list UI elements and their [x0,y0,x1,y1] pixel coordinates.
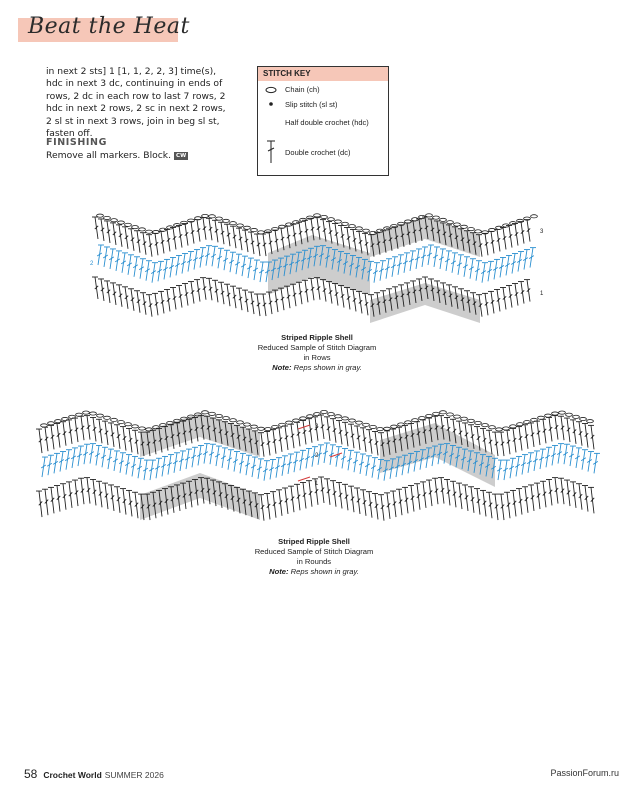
caption-rounds-line1: Reduced Sample of Stitch Diagram [254,547,374,556]
caption-rounds-line2: in Rounds [296,557,332,566]
pattern-instructions: in next 2 sts] 1 [1, 1, 2, 2, 3] time(s), hdc in next 3 dc, continuing in ends of rows, 2 dc in each row to last 7 rows, 2 hdc in next 2 rows, 2 sc in next 2 rows, 2 sl st in next 3 rows, join in beg sl st, fasten off. [46,66,226,140]
stitch-row [36,415,594,457]
stitch-diagram-rows [80,205,560,330]
caption-rows-line1: Reduced Sample of Stitch Diagram [257,343,377,352]
caption-rounds [214,537,414,577]
rep-highlight [370,217,480,257]
caption-rows-note: Reps shown in gray. [293,363,362,372]
caption-rounds-title: Striped Ripple Shell [278,537,350,546]
chain-icon [266,87,276,92]
finishing-heading: FINISHING [46,137,107,148]
magazine-name: Crochet World [43,770,102,780]
finishing-text [46,150,188,161]
rep-highlight [140,473,260,520]
row-label-3: 3 [540,229,544,235]
watermark: PassionForum.ru [550,768,619,778]
slip-stitch-icon [269,102,273,106]
round-label-2: 2 [315,453,319,459]
chain-row [97,214,538,235]
caption-rows-note-label: Note: [272,363,292,372]
footer [24,765,164,783]
key-dc: Double crochet (dc) [285,148,351,157]
cw-badge: CW [176,153,187,159]
double-crochet-icon [267,141,275,163]
caption-rows-line2: in Rows [303,353,331,362]
caption-rounds-note-label: Note: [269,567,289,576]
stitch-key-title: STITCH KEY [258,67,388,81]
issue-label: SUMMER 2026 [104,770,164,780]
key-hdc: Half double crochet (hdc) [285,118,369,127]
stitch-row [41,443,600,481]
key-chain: Chain (ch) [285,85,320,94]
page-number: 58 [24,767,38,781]
round-label-3: 3 [315,424,319,430]
finishing-instructions: Remove all markers. Block. [46,150,172,161]
key-slip-stitch: Slip stitch (sl st) [285,100,338,109]
row-label-1: 1 [540,291,544,297]
stitch-key [257,66,389,176]
row-label-2: 2 [90,261,94,267]
round-label-1: 1 [315,481,319,487]
caption-rounds-note: Reps shown in gray. [290,567,359,576]
stitch-diagram-rounds [30,395,605,535]
page-title: Beat the Heat [28,14,190,39]
caption-rows [217,333,417,373]
caption-rows-title: Striped Ripple Shell [281,333,353,342]
